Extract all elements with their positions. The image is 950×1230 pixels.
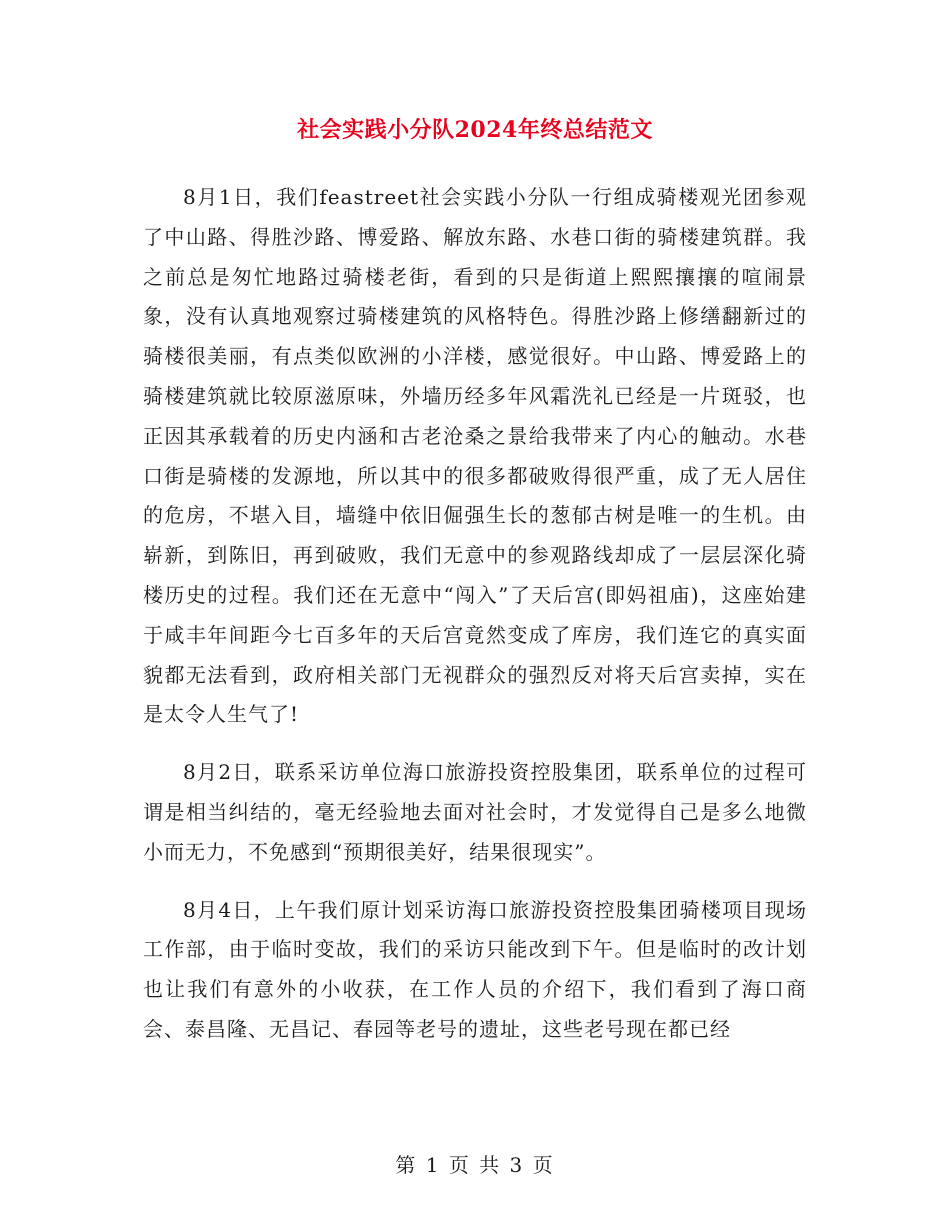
- paragraph-aug-4: 8月4日，上午我们原计划采访海口旅游投资控股集团骑楼项目现场工作部，由于临时变故，我们的采访只能改到下午。但是临时的改计划也让我们有意外的小收获，在工作人员的介绍下，我们看到了海口商会、泰昌隆、无昌记、春园等老号的遗址，这些老号现在都已经: [143, 897, 807, 1041]
- paragraph-aug-2: 8月2日，联系采访单位海口旅游投资控股集团，联系单位的过程可谓是相当纠结的，毫无经验地去面对社会时，才发觉得自己是多么地微小而无力，不免感到“预期很美好，结果很现实”。: [143, 760, 807, 864]
- document-title: 社会实践小分队2024年终总结范文: [297, 117, 653, 143]
- page-number-footer: 第 1 页 共 3 页: [395, 1153, 555, 1177]
- paragraph-aug-1: 8月1日，我们feastreet社会实践小分队一行组成骑楼观光团参观了中山路、得胜沙路、博爱路、解放东路、水巷口街的骑楼建筑群。我之前总是匆忙地路过骑楼老街，看到的只是街道上熙熙攘攘的喧闹景象，没有认真地观察过骑楼建筑的风格特色。得胜沙路上修缮翻新过的骑楼很美丽，有点类似欧洲的小洋楼，感觉很好。中山路、博爱路上的骑楼建筑就比较原滋原味，外墙历经多年风霜洗礼已经是一片斑驳，也正因其承载着的历史内涵和古老沧桑之景给我带来了内心的触动。水巷口街是骑楼的发源地，所以其中的很多都破败得很严重，成了无人居住的危房，不堪入目，墙缝中依旧倔强生长的葱郁古树是唯一的生机。由崭新，到陈旧，再到破败，我们无意中的参观路线却成了一层层深化骑楼历史的过程。我们还在无意中“闯入”了天后宫(即妈祖庙)，这座始建于咸丰年间距今七百多年的天后宫竟然变成了库房，我们连它的真实面貌都无法看到，政府相关部门无视群众的强烈反对将天后宫卖掉，实在是太令人生气了!: [143, 185, 807, 727]
- document-body: [143, 178, 807, 1050]
